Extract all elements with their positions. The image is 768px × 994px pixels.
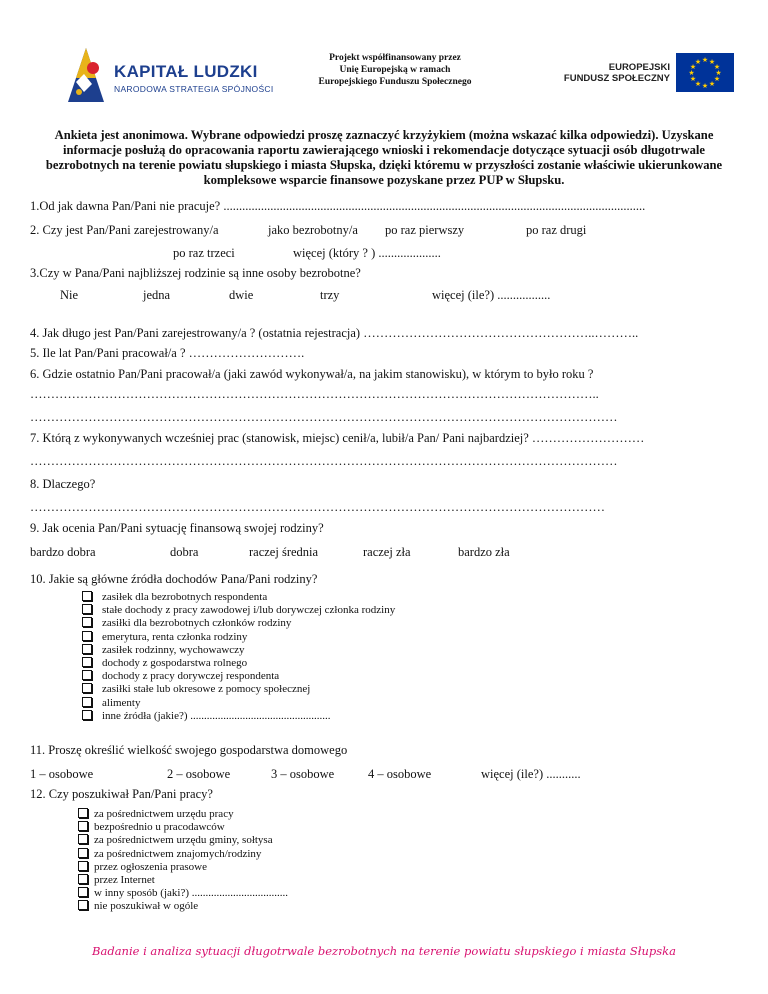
checkbox-icon[interactable] — [82, 710, 92, 720]
question-3-text: 3.Czy w Pana/Pani najbliższej rodzinie są inne osoby bezrobotne? — [30, 266, 361, 280]
svg-text:★: ★ — [713, 75, 721, 83]
survey-intro: Ankieta jest anonimowa. Wybrane odpowiedzi proszę zaznaczyć krzyżykiem (można wskazać kilka odpowiedzi). Uzyskane informacje posłużą do opracowania raportu zawierającego wnioski i rekomendacje dotyczące sytuacji osób długotrwale bezrobotnych na terenie powiatu słupskiego i miasta Słupska, dzięki któremu w przyszłości zostanie właściwie ukierunkowane kompleksowe wsparcie finansowe pozyskane przez PUP w Słupsku. — [45, 128, 723, 187]
checkbox-icon[interactable] — [82, 657, 92, 667]
question-12-option[interactable]: za pośrednictwem znajomych/rodziny — [78, 848, 288, 861]
question-12-options — [78, 808, 288, 914]
question-12-text: 12. Czy poszukiwał Pan/Pani pracy? — [30, 787, 213, 801]
checkbox-icon[interactable] — [82, 617, 92, 627]
question-9-option[interactable]: bardzo dobra — [30, 545, 96, 559]
question-12-option[interactable]: przez Internet — [78, 874, 288, 887]
eu-flag-icon — [676, 53, 734, 92]
question-2-option-more[interactable]: więcej (który ? ) .................... — [293, 246, 441, 260]
svg-text:★: ★ — [708, 80, 716, 88]
question-12-option[interactable]: za pośrednictwem urzędu pracy — [78, 808, 288, 821]
checkbox-icon[interactable] — [78, 821, 88, 831]
svg-text:★: ★ — [701, 56, 709, 64]
question-4: 4. Jak długo jest Pan/Pani zarejestrowany/a ? (ostatnia rejestracja) ………………………………………………..……….. — [30, 326, 639, 340]
question-3-option[interactable]: jedna — [143, 288, 171, 302]
question-2-option-first[interactable]: po raz pierwszy — [385, 223, 465, 237]
checkbox-icon[interactable] — [78, 861, 88, 871]
checkbox-icon[interactable] — [82, 683, 92, 693]
question-11-option[interactable]: 1 – osobowe — [30, 767, 94, 781]
svg-text:★: ★ — [713, 63, 721, 71]
checkbox-icon[interactable] — [82, 697, 92, 707]
eu-fund-line-2: FUNDUSZ SPOŁECZNY — [563, 73, 670, 84]
svg-text:★: ★ — [694, 58, 702, 66]
question-11-option[interactable]: 4 – osobowe — [368, 767, 432, 781]
question-12-option[interactable]: za pośrednictwem urzędu gminy, sołtysa — [78, 834, 288, 847]
svg-text:★: ★ — [688, 69, 695, 77]
question-12-option[interactable]: bezpośrednio u pracodawców — [78, 821, 288, 834]
question-9-option[interactable]: dobra — [170, 545, 199, 559]
checkbox-icon[interactable] — [78, 808, 88, 818]
cofinancing-note — [300, 52, 490, 88]
question-8-text: 8. Dlaczego? — [30, 477, 96, 491]
question-9-option[interactable]: raczej zła — [363, 545, 411, 559]
eu-fund-label — [560, 62, 670, 84]
question-9-option[interactable]: bardzo zła — [458, 545, 510, 559]
cofinancing-line-3: Europejskiego Funduszu Społecznego — [318, 77, 472, 87]
question-11-option[interactable]: 2 – osobowe — [167, 767, 231, 781]
question-6-answer-line[interactable]: …………………………………………………………………………………………………………………………… — [30, 410, 618, 424]
question-10-option[interactable]: dochody z pracy dorywczej respondenta — [82, 670, 395, 683]
question-11-option[interactable]: 3 – osobowe — [271, 767, 335, 781]
question-10-option[interactable]: zasiłki stałe lub okresowe z pomocy społecznej — [82, 683, 395, 696]
svg-text:★: ★ — [689, 63, 697, 71]
question-12-option[interactable]: przez ogłoszenia prasowe — [78, 861, 288, 874]
eu-fund-line-1: EUROPEJSKI — [608, 62, 670, 73]
question-6-answer-line[interactable]: ……………………………………………………………………………………………………………………….. — [30, 387, 599, 401]
question-2-option-third[interactable]: po raz trzeci — [173, 246, 235, 260]
checkbox-icon[interactable] — [82, 604, 92, 614]
question-10-option[interactable]: emerytura, renta członka rodziny — [82, 631, 395, 644]
checkbox-icon[interactable] — [82, 670, 92, 680]
question-5: 5. Ile lat Pan/Pani pracował/a ? ………………………. — [30, 346, 305, 360]
question-3-option[interactable]: trzy — [320, 288, 340, 302]
question-3-option[interactable]: dwie — [229, 288, 254, 302]
question-10-option[interactable]: stałe dochody z pracy zawodowej i/lub dorywczej członka rodziny — [82, 604, 395, 617]
question-2-text: 2. Czy jest Pan/Pani zarejestrowany/a — [30, 223, 219, 237]
svg-text:★: ★ — [689, 75, 697, 83]
checkbox-icon[interactable] — [78, 900, 88, 910]
cofinancing-line-1: Projekt współfinansowany przez — [329, 53, 461, 63]
checkbox-icon[interactable] — [82, 631, 92, 641]
question-7-text: 7. Którą z wykonywanych wcześniej prac (stanowisk, miejsc) cenił/a, lubił/a Pan/ Pani najbardziej? ……………………… — [30, 431, 645, 445]
question-10-option[interactable]: zasiłek dla bezrobotnych respondenta — [82, 591, 395, 604]
svg-text:★: ★ — [694, 80, 702, 88]
question-1: 1.Od jak dawna Pan/Pani nie pracuje? ....................................................................................................................................... — [30, 199, 646, 213]
question-8-answer-line[interactable]: ………………………………………………………………………………………………………………………… — [30, 500, 605, 514]
question-12-option[interactable]: nie poszukiwał w ogóle — [78, 900, 288, 913]
checkbox-icon[interactable] — [78, 848, 88, 858]
question-10-option[interactable]: zasiłki dla bezrobotnych członków rodziny — [82, 617, 395, 630]
checkbox-icon[interactable] — [78, 834, 88, 844]
question-2-option-unemployed[interactable]: jako bezrobotny/a — [268, 223, 358, 237]
question-2-option-second[interactable]: po raz drugi — [526, 223, 587, 237]
checkbox-icon[interactable] — [78, 887, 88, 897]
question-3-option[interactable]: Nie — [60, 288, 79, 302]
checkbox-icon[interactable] — [78, 874, 88, 884]
question-7-answer-line[interactable]: …………………………………………………………………………………………………………………………… — [30, 454, 618, 468]
kapital-ludzki-logo — [62, 40, 274, 110]
question-9-option[interactable]: raczej średnia — [249, 545, 319, 559]
logo-title: KAPITAŁ LUDZKI — [114, 62, 258, 81]
question-10-option[interactable]: alimenty — [82, 697, 395, 710]
logo-subtitle: NARODOWA STRATEGIA SPÓJNOŚCI — [114, 84, 274, 94]
checkbox-icon[interactable] — [82, 644, 92, 654]
question-9-text: 9. Jak ocenia Pan/Pani sytuację finansową swojej rodziny? — [30, 521, 324, 535]
kapital-ludzki-emblem-icon — [62, 40, 112, 110]
question-11-text: 11. Proszę określić wielkość swojego gospodarstwa domowego — [30, 743, 348, 757]
question-6-text: 6. Gdzie ostatnio Pan/Pani pracował/a (jaki zawód wykonywał/a, na jakim stanowisku), w którym to było roku ? — [30, 367, 594, 381]
question-10-text: 10. Jakie są główne źródła dochodów Pana/Pani rodziny? — [30, 572, 318, 586]
checkbox-icon[interactable] — [82, 591, 92, 601]
svg-text:★: ★ — [715, 69, 722, 77]
question-12-option[interactable]: w inny sposób (jaki?) ................................... — [78, 887, 288, 900]
question-10-option[interactable]: inne źródła (jakie?) ................................................... — [82, 710, 395, 723]
page-footer: Badanie i analiza sytuacji długotrwale bezrobotnych na terenie powiatu słupskiego i miasta Słupska — [92, 944, 676, 958]
question-10-option[interactable]: dochody z gospodarstwa rolnego — [82, 657, 395, 670]
question-10-option[interactable]: zasiłek rodzinny, wychowawczy — [82, 644, 395, 657]
svg-text:★: ★ — [708, 58, 716, 66]
question-11-option[interactable]: więcej (ile?) ........... — [481, 767, 581, 781]
svg-text:★: ★ — [701, 82, 709, 90]
question-10-options — [82, 591, 395, 723]
question-3-option[interactable]: więcej (ile?) ................. — [432, 288, 551, 302]
cofinancing-line-2: Unię Europejską w ramach — [339, 65, 451, 75]
